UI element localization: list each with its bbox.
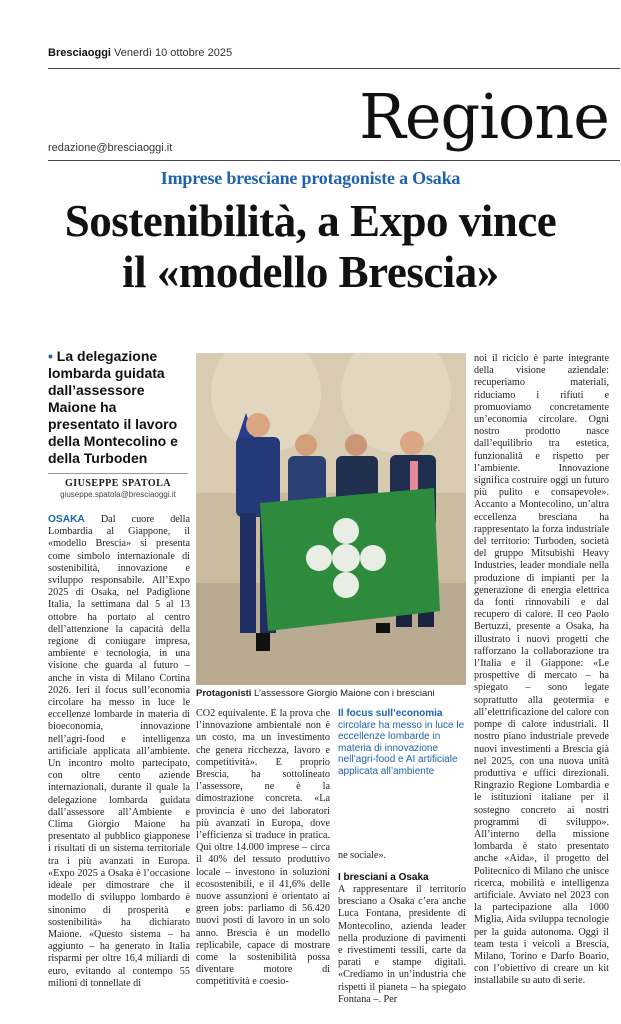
headline-line-2: il «modello Brescia» [122, 247, 499, 297]
headline-line-1: Sostenibilità, a Expo vince [64, 196, 557, 246]
focus-text: circolare ha messo in luce le eccellenze lombarde in materia di innovazione nell’agri-food e AI artificiale applicata all’ambiente [338, 719, 465, 777]
photo-caption [196, 688, 466, 699]
kicker: Imprese bresciane protagoniste a Osaka [160, 168, 461, 188]
editorial-email: redazione@bresciaoggi.it [48, 142, 173, 154]
summary-text: La delegazione lombarda guidata dall’assessore Maione ha presentato il lavoro della Montecolino e della Turboden [48, 348, 178, 466]
author-email: giuseppe.spatola@bresciaoggi.it [60, 490, 176, 499]
masthead-date: Venerdì 10 ottobre 2025 [114, 47, 233, 59]
top-divider [48, 68, 620, 69]
focus-box [338, 708, 466, 777]
column-1-text: Dal cuore della Lombardia al Giappone, il «modello Brescia» si presenta come simbolo internazionale di sostenibilità, innovazione e sviluppo responsabile. All’Expo 2025 di Osaka, nel Padiglione Italia, la settimana dal 5 al 13 ottobre ha portato al centro dell’attenzione la capacità della regione di coniugare impresa, ambiente e tecnologia, in una visione che guarda al futuro – anche in vista di Milano Cortina 2026. Ieri il focus sull’economia circolare ha messo in luce le eccellenze lombarde in materia di bioeconomia, innovazione nell’agri-food e intelligenza artificiale applicata all’ambiente. Un incontro molto partecipato, con oltre cento aziende internazionali, durante il quale la delegazione lombarda guidata dall’assessore all’Ambiente e Clima Giorgio Maione ha presentato al pubblico giapponese i risultati di un sistema territoriale tra i più avanzati in Europa. «Expo 2025 a Osaka è l’occasione ideale per dimostrare che il modello di sviluppo lombardo è sinonimo di prosperità e sostenibilità» ha dichiarato Maione. «Questo sistema – ha aggiunto – ha generato in Italia risparmi per oltre 16,4 miliardi di euro, evitando al contempo 55 milioni di tonnellate di [48, 514, 190, 989]
section-title: Regione [359, 80, 609, 153]
author-name: GIUSEPPE SPATOLA [64, 478, 172, 489]
column-3-continuation: ne sociale». [338, 850, 387, 861]
headline [0, 196, 621, 298]
photo-illustration [196, 353, 466, 685]
article-photo [196, 353, 466, 685]
header-divider [48, 160, 620, 161]
focus-title: Il focus sull’economia [338, 708, 443, 719]
article-column-2: CO2 equivalente. È la prova che l’innovazione ambientale non è un costo, ma un investimento che genera ricchezza, lavoro e competitività». E proprio Brescia, ha sottolineato l’assessore, ne è la dimostrazione concreta. «La provincia è uno dei laboratori più avanzati in Europa, dove l’efficienza si traduce in pratica. Qui oltre 14.000 imprese – circa il 40% del tessuto produttivo locale – investono in soluzioni ecosostenibili, e il 41,6% delle nuove assunzioni è orientato ai green jobs: parliamo di 56.420 nuovi posti di lavoro in un solo anno. Brescia è un modello replicabile, capace di mostrare come la sostenibilità possa diventare motore di competitività e coesio- [196, 708, 330, 988]
dateline: OSAKA [48, 514, 85, 525]
bullet-icon: • [48, 348, 57, 364]
author-divider [48, 473, 188, 474]
article-column-1 [48, 514, 190, 1018]
masthead [48, 47, 232, 59]
article-column-4: noi il riciclo è parte integrante della visione aziendale: recuperiamo materiali, riduciamo i rifiuti e promuoviamo concretamente un’economia circolare. Ogni nostro prodotto nasce dall’equilibrio tra estetica, funzionalità e rispetto per l’ambiente. Innovazione significa costruire oggi un futuro più pulito e consapevole». Accanto a Montecolino, un’altra eccellenza bresciana ha rappresentato la forza industriale del territorio: Turboden, società del gruppo Mitsubishi Heavy Industries, leader mondiale nella produzione di impianti per la generazione di energia elettrica da fonti rinnovabili e dal recupero di calore. Il ceo Paolo Bertuzzi, presente a Osaka, ha illustrato i nuovi progetti che rafforzano la collaborazione tra l’Italia e il Giappone: «Le prospettive di mercato – ha spiegato – sono legate soprattutto alla geotermia e all’elettrificazione del calore con pompe di calore industriali. Il nostro piano industriale prevede nuovi investimenti a Brescia già nel 2025, con una nuova unità produttiva e uffici direzionali. Ringrazio Regione Lombardia e le istituzioni italiane per il sostegno concreto ai nostri programmi di sviluppo». All’interno della missione lombarda è stato presentato anche «Aida», il progetto del Politecnico di Milano che unisce ricerca, mobilità e intelligenza artificiale. Avviato nel 2023 con la partecipazione alla 1000 Miglia, Aida sviluppa tecnologie per la guida autonoma. Oggi il team testa i veicoli a Brescia, Milano, Torino e Darfo Boario, con l’obiettivo di creare un kit installabile su auto di serie. [474, 353, 609, 987]
summary [48, 348, 188, 467]
caption-text: L’assessore Giorgio Maione con i bresciani [251, 688, 435, 699]
article-column-3: A rappresentare il territorio bresciano a Osaka c’era anche Luca Fontana, presidente di Montecolino, azienda leader nella produzione di pavimenti e rivestimenti tessili, carte da parati e stampe digitali. «Crediamo in un’industria che rispetti il pianeta – ha spiegato Fontana –. Per [338, 884, 466, 1005]
caption-label: Protagonisti [196, 688, 252, 699]
subheading: I bresciani a Osaka [338, 872, 429, 883]
masthead-brand: Bresciaoggi [48, 47, 111, 59]
